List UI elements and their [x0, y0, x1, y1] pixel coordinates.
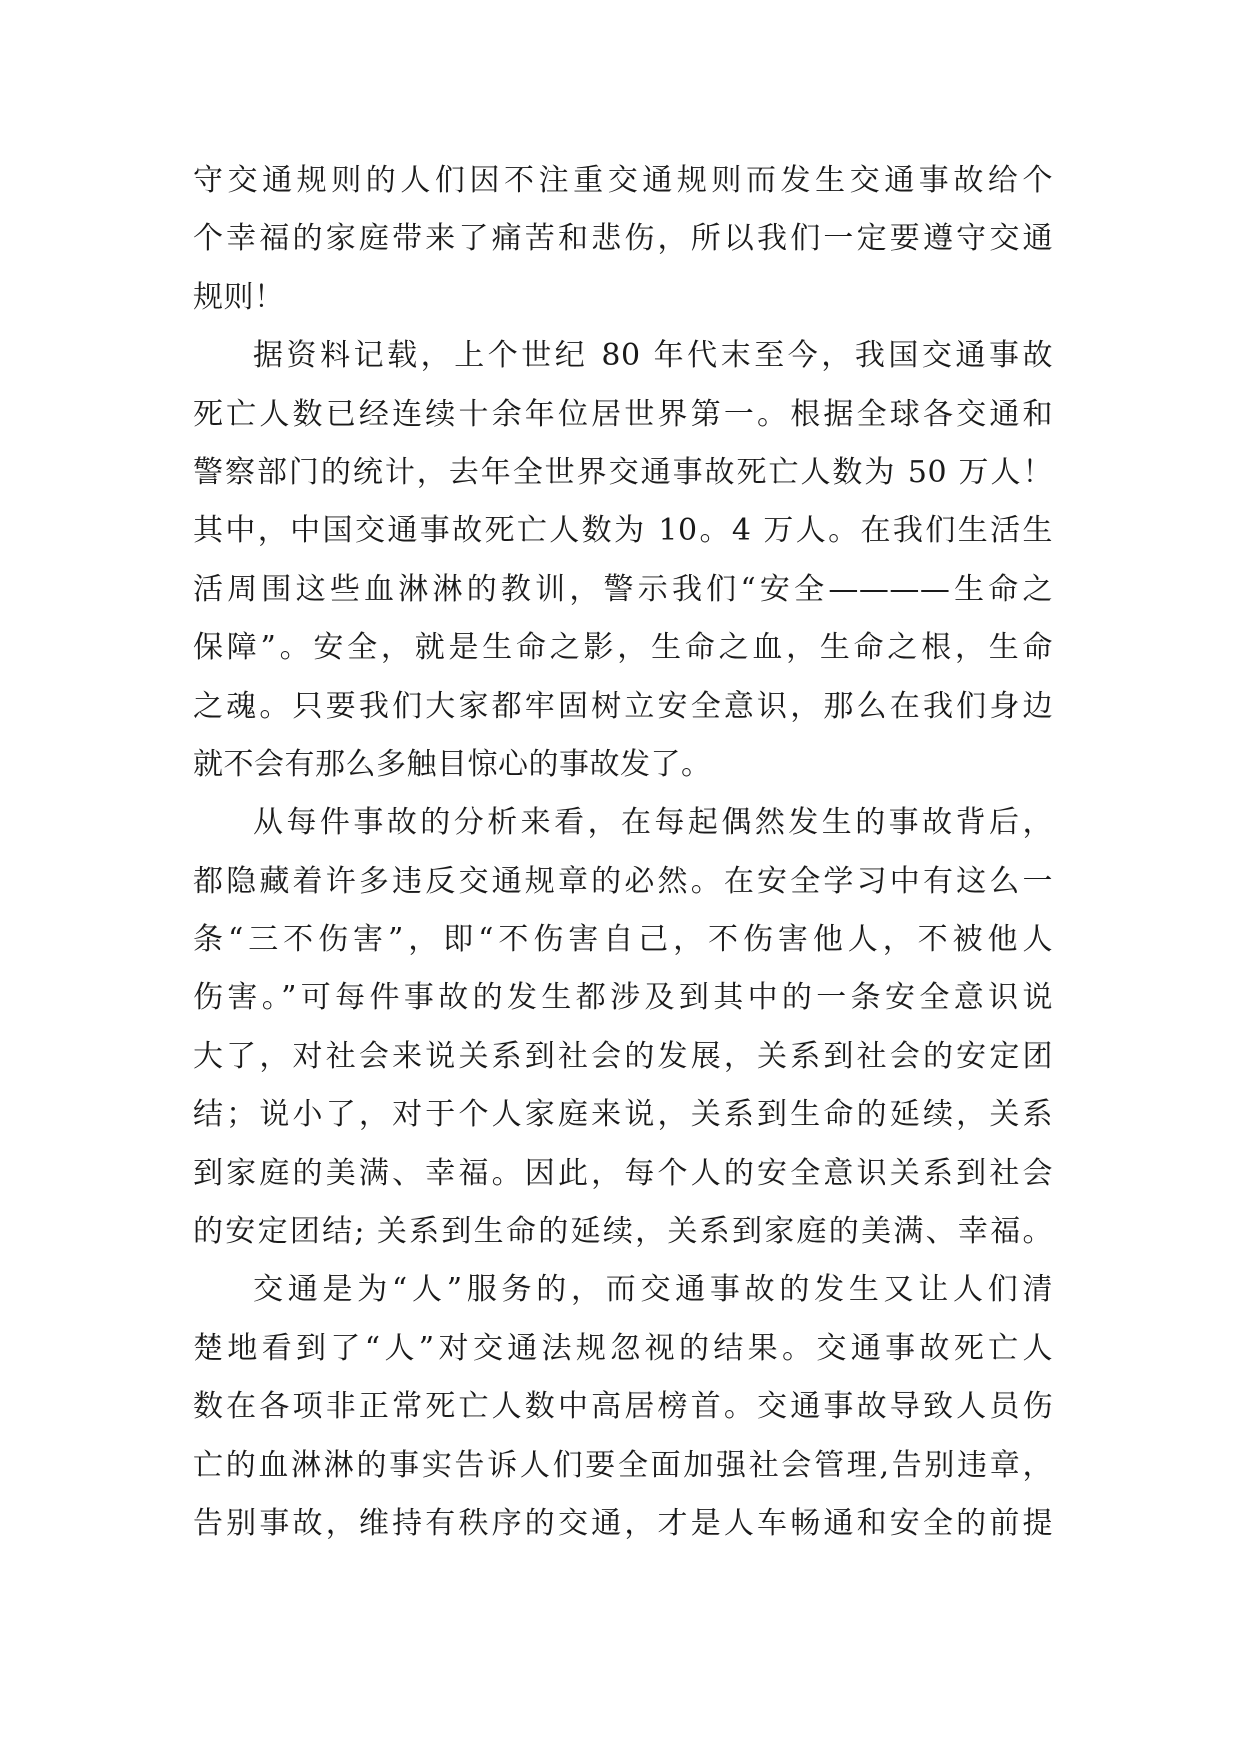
text-line: 告别事故，维持有秩序的交通，才是人车畅通和安全的前提: [193, 1505, 1053, 1541]
document-body: [193, 152, 1053, 1553]
text-line: 数在各项非正常死亡人数中高居榜首。交通事故导致人员伤: [193, 1389, 1053, 1425]
text-line: 就不会有那么多触目惊心的事故发了。: [193, 746, 712, 782]
text-line: 其中，中国交通事故死亡人数为 10。4 万人。在我们生活生: [193, 513, 1053, 549]
text-line: 规则！: [193, 279, 285, 315]
text-line: 保障”。安全，就是生命之影，生命之血，生命之根，生命: [193, 630, 1053, 666]
text-line: 大了，对社会来说关系到社会的发展，关系到社会的安定团: [193, 1038, 1053, 1074]
text-line: 都隐藏着许多违反交通规章的必然。在安全学习中有这么一: [193, 863, 1053, 899]
text-line: 死亡人数已经连续十余年位居世界第一。根据全球各交通和: [193, 396, 1053, 432]
paragraph-first-line: 据资料记载，上个世纪 80 年代末至今，我国交通事故: [253, 338, 1053, 374]
text-line: 个幸福的家庭带来了痛苦和悲伤，所以我们一定要遵守交通: [193, 221, 1053, 257]
text-line: 亡的血淋淋的事实告诉人们要全面加强社会管理,告别违章，: [193, 1447, 1053, 1483]
paragraph-first-line: 交通是为“人”服务的，而交通事故的发生又让人们清: [253, 1272, 1053, 1308]
text-line: 警察部门的统计，去年全世界交通事故死亡人数为 50 万人！: [193, 454, 1053, 490]
paragraph-first-line: 从每件事故的分析来看，在每起偶然发生的事故背后，: [253, 805, 1053, 841]
text-line: 楚地看到了“人”对交通法规忽视的结果。交通事故死亡人: [193, 1330, 1053, 1366]
text-line: 伤害。”可每件事故的发生都涉及到其中的一条安全意识说: [193, 980, 1053, 1016]
text-line: 结；说小了，对于个人家庭来说，关系到生命的延续，关系: [193, 1097, 1053, 1133]
text-line: 活周围这些血淋淋的教训，警示我们“安全————生命之: [193, 571, 1053, 607]
text-line: 条“三不伤害”，即“不伤害自己，不伤害他人，不被他人: [193, 922, 1053, 958]
text-line: 之魂。只要我们大家都牢固树立安全意识，那么在我们身边: [193, 688, 1053, 724]
text-line: 的安定团结; 关系到生命的延续，关系到家庭的美满、幸福。: [193, 1214, 1053, 1250]
text-line: 到家庭的美满、幸福。因此，每个人的安全意识关系到社会: [193, 1155, 1053, 1191]
text-line: 守交通规则的人们因不注重交通规则而发生交通事故给个: [193, 163, 1053, 198]
